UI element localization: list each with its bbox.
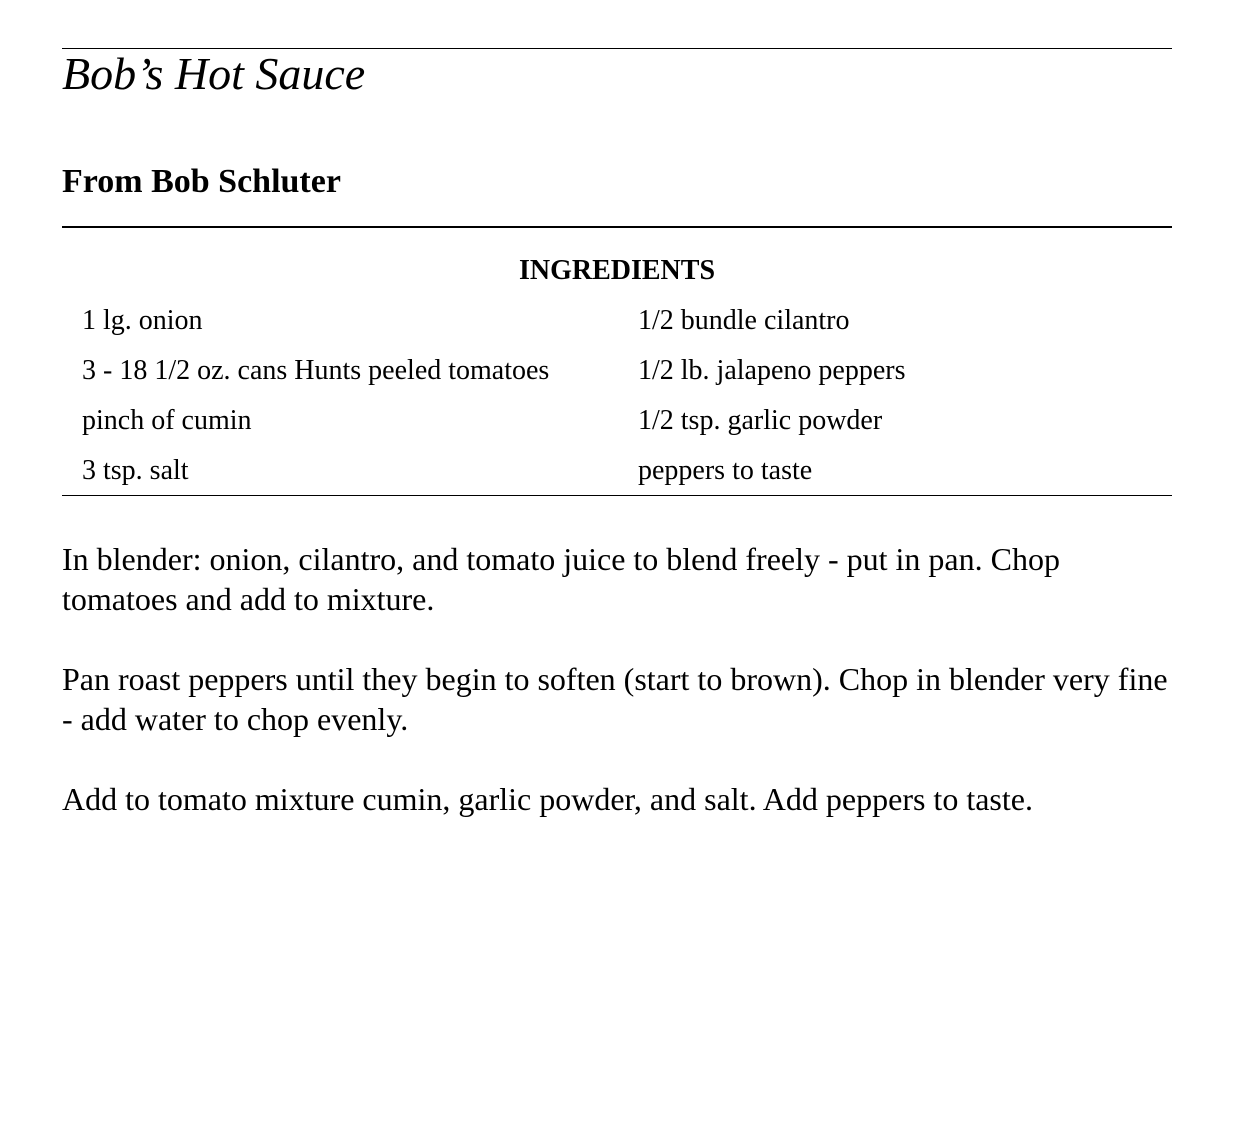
recipe-author: From Bob Schluter [62,163,341,200]
ingredient-item: pinch of cumin [82,405,252,436]
ingredients-top-divider [62,226,1172,228]
ingredient-item: 3 - 18 1/2 oz. cans Hunts peeled tomatoes [82,355,550,386]
instruction-step: Add to tomato mixture cumin, garlic powder, and salt. Add peppers to taste. [62,781,1033,817]
instruction-step: In blender: onion, cilantro, and tomato juice to blend freely - put in pan. Chop tomatoes and add to mixture. [62,541,1060,617]
ingredient-item: 3 tsp. salt [82,455,189,486]
ingredient-item: 1/2 lb. jalapeno peppers [638,355,906,386]
ingredients-heading: INGREDIENTS [518,255,716,286]
instruction-step: Pan roast peppers until they begin to soften (start to brown). Chop in blender very fine - add water to chop evenly. [62,661,1168,737]
ingredient-item: 1/2 bundle cilantro [638,305,850,336]
ingredient-item: 1 lg. onion [82,305,203,336]
recipe-title: Bob’s Hot Sauce [62,48,366,99]
ingredients-bottom-divider [62,495,1172,496]
ingredient-item: 1/2 tsp. garlic powder [638,405,883,436]
ingredient-item: peppers to taste [638,455,813,486]
